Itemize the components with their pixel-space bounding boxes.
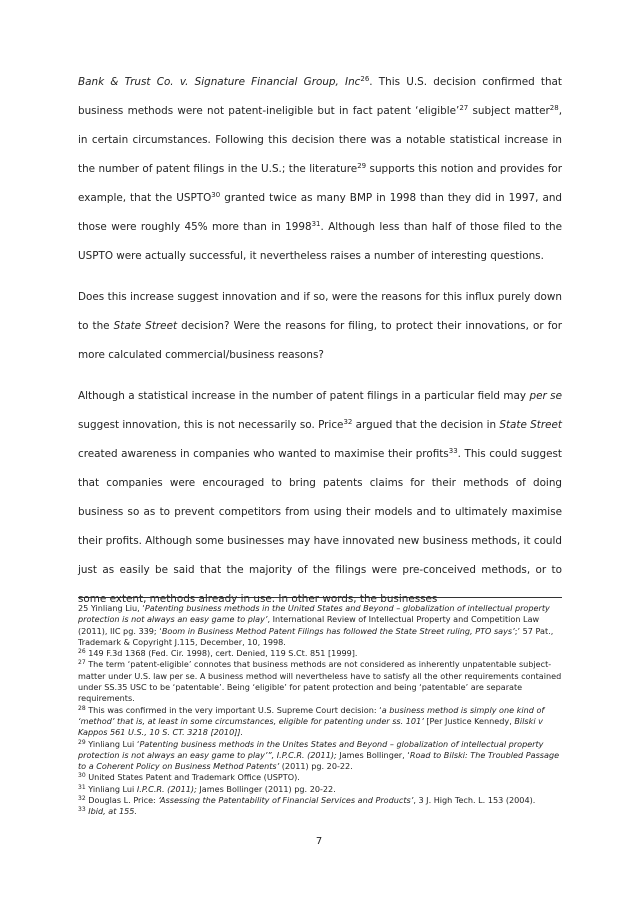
text-run: granted twice as many BMP in 1998 than they did in 1997, and those were roughly 45% more than in 1998: [78, 192, 562, 233]
text-run: . This could suggest that companies were encouraged to bring patents claims for their methods of doing business so as to prevent competitors from using their models and to ultimately maximise their profits. Although some businesses may have innovated new business methods, it could just as easily be said that the majority of the filings were pre-conceived methods, or to some extent, methods already in use. In other words, the businesses: [78, 448, 563, 605]
footnote-33: [78, 806, 562, 817]
text-run: Yinliang Lui: [85, 783, 137, 794]
footnote-number: 33: [78, 806, 86, 814]
italic-text: Boom in Business Method Patent Filings has followed the State Street ruling, PTO says’: [161, 625, 515, 636]
footnote-reference: 29: [357, 162, 367, 170]
footnote-reference: 30: [211, 191, 221, 199]
footnote-32: [78, 795, 562, 806]
footnote-reference: 28: [549, 104, 559, 112]
italic-text: Patenting business methods in the United States and Beyond – globalization of intellectual property protection is not always an easy game to play’: [78, 603, 550, 625]
text-run: , 3 J. High Tech. L. 153 (2004).: [413, 795, 536, 806]
body-text: [78, 68, 562, 614]
footnote-30: [78, 772, 562, 783]
text-run: United States Patent and Trademark Office (USPTO).: [85, 772, 300, 783]
italic-text: State Street: [113, 320, 178, 332]
footnote-number: 26: [78, 648, 86, 656]
text-run: Yinliang Liu, ‘: [88, 603, 145, 613]
paragraph: [78, 382, 562, 614]
footnote-number: 29: [78, 738, 86, 746]
italic-text: Bank & Trust Co. v. Signature Financial Group, Inc: [78, 76, 361, 88]
text-run: argued that the decision in: [352, 419, 500, 431]
text-run: . Although less than half of those filed to the USPTO were actually successful, it nevertheless raises a number of interesting questions.: [78, 221, 563, 262]
footnote-27: [78, 659, 562, 704]
footnote-reference: 26: [360, 75, 370, 83]
text-run: created awareness in companies who wanted to maximise their profits: [78, 448, 449, 460]
footnote-26: [78, 648, 562, 659]
footnote-28: [78, 705, 562, 739]
text-run: , International Review of Intellectual Property and Competition Law (2011), IIC pg. 339; ‘: [78, 614, 540, 636]
text-run: decision? Were the reasons for filing, to protect their innovations, or for more calculated commercial/business reasons?: [78, 320, 562, 361]
italic-text: State Street: [499, 419, 562, 431]
text-run: suggest innovation, this is not necessarily so. Price: [78, 419, 344, 431]
italic-text: per se: [529, 390, 562, 402]
text-run: This was confirmed in the very important U.S. Supreme Court decision: ‘: [85, 704, 382, 715]
text-run: Does this increase suggest innovation and if so, were the reasons for this influx purely down to the: [78, 291, 562, 332]
text-run: Yinliang Lui ‘: [85, 738, 140, 749]
italic-text: ‘Assessing the Patentability of Financial Services and Products’: [158, 795, 414, 806]
footnote-number: 28: [78, 704, 86, 712]
text-run: supports this notion and provides for example, that the USPTO: [78, 163, 562, 204]
text-run: James Bollinger, ‘: [336, 749, 410, 760]
footnote-number: 27: [78, 659, 86, 667]
text-run: ;’ 57 Pat., Trademark & Copyright J.115, December, 10, 1998.: [78, 625, 554, 647]
footnote-number: 25: [78, 603, 89, 613]
paragraph: [78, 68, 562, 271]
footnote-reference: 31: [311, 220, 321, 228]
italic-text: Bilski v Kappos 561 U.S., 10 S. CT. 3218 [2010]].: [78, 715, 543, 738]
text-run: The term ‘patent-eligible’ connotes that business methods are not considered as inherently unpatentable subject-matter under U.S. law per se. A business method will nevertheless have to satisfy all the other requirements contained under SS.35 USC to be ‘patentable’. Being ‘eligible’ for patent protection and being ‘patentable’ are separate requirements.: [78, 659, 562, 704]
italic-text: Ibid, at 155.: [88, 806, 138, 817]
page-number: 7: [315, 836, 323, 847]
paragraph: [78, 283, 562, 370]
footnote-reference: 27: [459, 104, 469, 112]
italic-text: Road to Bilski: The Troubled Passage to a Coherent Policy on Business Method Patents’: [78, 749, 560, 772]
footnote-25: [78, 603, 562, 648]
text-run: , in certain circumstances. Following this decision there was a notable statistical increase in the number of patent filings in the U.S.; the literature: [78, 105, 562, 175]
text-run: 149 F.3d 1368 (Fed. Cir. 1998), cert. Denied, 119 S.Ct. 851 [1999].: [85, 648, 358, 659]
footnote-separator: [78, 597, 562, 598]
italic-text: a business method is simply one kind of ‘method’ that is, at least in some circumstances, eligible for patenting under ss. 101’: [78, 704, 545, 726]
text-run: . This U.S. decision confirmed that business methods were not patent-ineligible but in fact patent ‘eligible’: [78, 76, 562, 117]
footnote-29: [78, 739, 562, 773]
footnote-reference: 32: [343, 418, 353, 426]
footnote-number: 32: [78, 795, 86, 803]
footnote-number: 31: [78, 783, 86, 791]
italic-text: Patenting business methods in the Unites States and Beyond – globalization of intellectual property protection is not always an easy game to play’”, I.P.C.R. (2011);: [78, 738, 544, 760]
text-run: [Per Justice Kennedy,: [423, 715, 515, 726]
footnote-number: 30: [78, 772, 86, 780]
text-run: subject matter: [468, 105, 550, 117]
footnote-31: [78, 784, 562, 795]
italic-text: I.P.C.R. (2011);: [136, 783, 197, 794]
footnote-reference: 33: [448, 447, 458, 455]
text-run: James Bollinger (2011) pg. 20-22.: [196, 783, 336, 794]
text-run: (2011) pg. 20-22.: [279, 761, 353, 772]
footnotes: [78, 603, 562, 818]
text-run: Douglas L. Price:: [85, 795, 159, 806]
text-run: Although a statistical increase in the number of patent filings in a particular field may: [78, 390, 530, 402]
